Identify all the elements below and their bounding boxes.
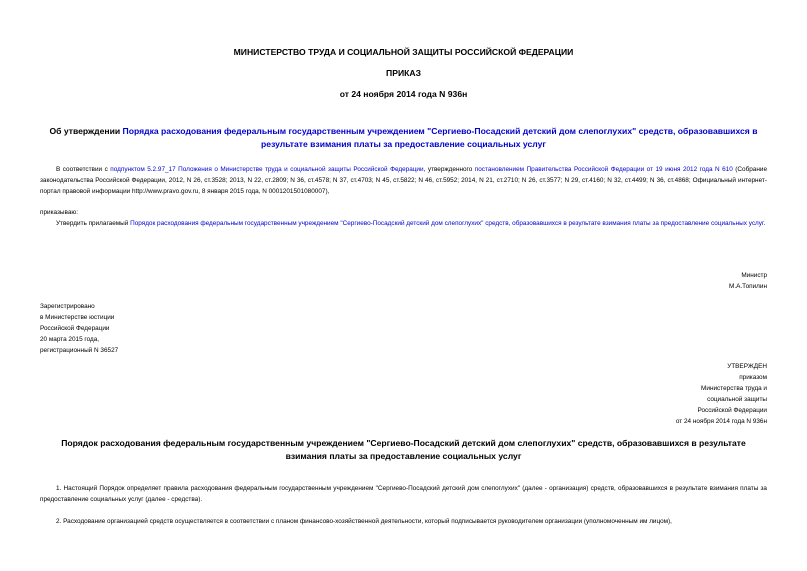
registration-line: в Министерстве юстиции xyxy=(40,314,115,321)
approval-line: от 24 ноября 2014 года N 936н xyxy=(675,418,767,425)
procedure-link[interactable]: Порядка расходования федеральным государственным учреждением "Сергиево-Посадский детский дом слепоглухих" средств, образовавшихся в результате взимания платы за предоставление социальных услуг xyxy=(122,126,758,149)
signature-name: М.А.Топилин xyxy=(729,283,767,290)
order-title: ПРИКАЗ xyxy=(386,68,421,78)
approval-line: Министерства труда и xyxy=(701,385,767,392)
registration-line: 20 марта 2015 года, xyxy=(40,336,100,343)
approved-procedure-link[interactable]: Порядок расходования федеральным государственным учреждением "Сергиево-Посадский детский дом слепоглухих" средств, образовавшихся в результате взимания платы за предоставление социальных услуг xyxy=(130,220,764,227)
approve-prefix: Утвердить прилагаемый xyxy=(56,220,129,227)
approve-paragraph xyxy=(40,218,767,229)
order-word: приказываю: xyxy=(40,209,78,216)
preamble-text-2: , утвержденного xyxy=(423,166,473,173)
preamble-text-1: В соответствии с xyxy=(56,166,108,173)
approval-line: УТВЕРЖДЕН xyxy=(727,363,767,370)
signature-position: Министр xyxy=(741,272,767,279)
approval-line: социальной защиты xyxy=(707,396,767,403)
approve-suffix: . xyxy=(763,220,766,227)
approval-line: Российской Федерации xyxy=(697,407,767,414)
order-date: от 24 ноября 2014 года N 936н xyxy=(339,89,468,99)
procedure-item-1: 1. Настоящий Порядок определяет правила расходования федеральным государственным учреждением "Сергиево-Посадский детский дом слепоглухих" (далее - организация) средств, образовавшихся в результате взимания платы за предоставление социальных услуг (далее - средства). xyxy=(40,485,767,503)
approval-line: приказом xyxy=(739,374,767,381)
registration-line: Российской Федерации xyxy=(40,325,110,332)
subject-prefix: Об утверждении xyxy=(49,126,121,136)
subject-heading xyxy=(40,125,767,151)
subclause-link[interactable]: подпунктом 5.2.97_17 Положения о Министерстве труда и социальной защиты Российской Федерации xyxy=(110,166,424,173)
preamble-paragraph xyxy=(40,164,767,197)
registration-block xyxy=(40,301,118,356)
resolution-link[interactable]: постановлением Правительства Российской Федерации от 19 июня 2012 года N 610 xyxy=(474,166,733,173)
procedure-item-2: 2. Расходование организацией средств осуществляется в соответствии с планом финансово-хозяйственной деятельности, который подписывается руководителем организации (уполномоченным им лицом), xyxy=(56,518,672,525)
registration-line: Зарегистрировано xyxy=(40,303,95,310)
registration-line: регистрационный N 36527 xyxy=(40,347,119,354)
preamble-text-3: (Собрание законодательства Российской Федерации, 2012, N 26, ст.3528; 2013, N 22, ст.2809; N 36, ст.4578; N 37, ст.4703; N 45, ст.5822; N 46, ст.5952; 2014, N 21, ст.2710; N 26, ст.3577; N 29, ст.4160; N 32, ст.4499; N 36, ст.4868; Официальный интернет-портал правовой информации http://www.pravo.gov.ru, 8 января 2015 года, N 0001201501080007), xyxy=(40,166,768,195)
approval-block xyxy=(540,361,767,427)
procedure-title: Порядок расходования федеральным государственным учреждением "Сергиево-Посадский детский дом слепоглухих" средств, образовавшихся в результате взимания платы за предоставление социальных услуг xyxy=(61,438,746,461)
ministry-heading: МИНИСТЕРСТВО ТРУДА И СОЦИАЛЬНОЙ ЗАЩИТЫ РОССИЙСКОЙ ФЕДЕРАЦИИ xyxy=(233,47,574,57)
